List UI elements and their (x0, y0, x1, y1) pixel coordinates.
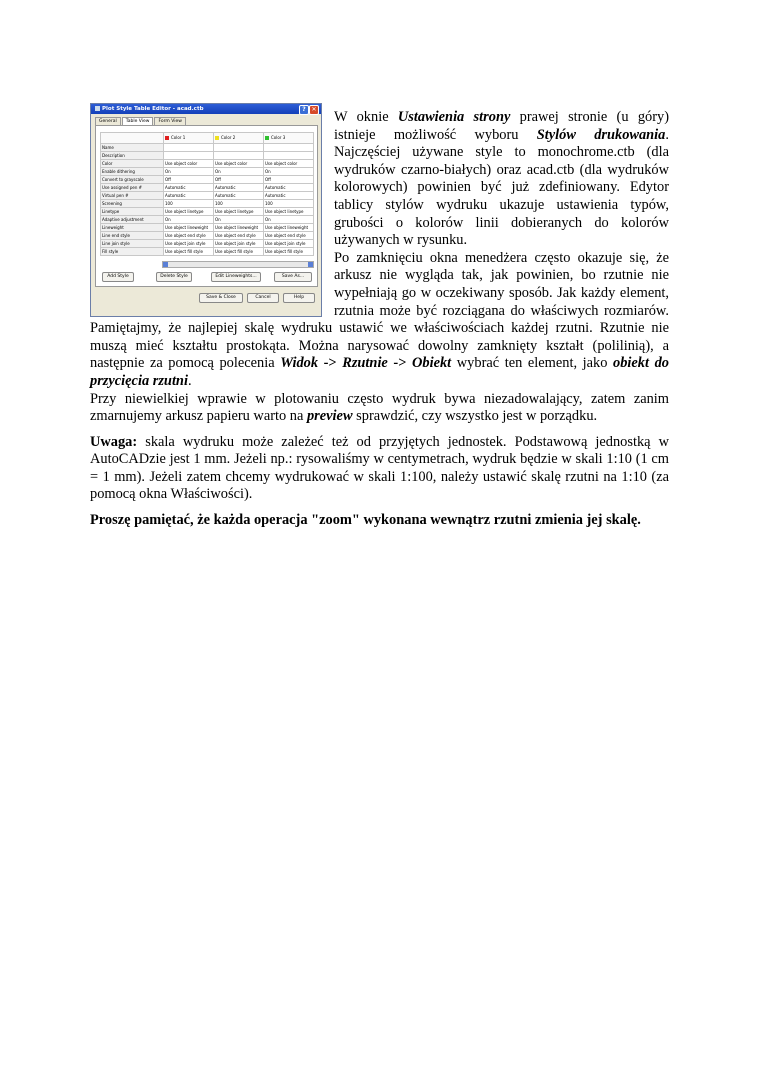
text-span: skala wydruku może zależeć też od przyjętych jednostek. Podstawową jednostką w AutoCADzie jest 1 mm. Jeżeli np.: rysowaliśmy w centymetrach, wydruk będzie w skali 1:10 (1 cm = 1 mm). Jeżeli zatem chcemy wydrukować w skali 1:100, należy ustawić skalę rzutni na 1:10 (za pomocą okna Właściwości). (90, 433, 669, 503)
text-span (307, 408, 353, 424)
header-corner (101, 133, 164, 144)
table-cell[interactable]: Automatic (214, 184, 264, 192)
table-row (101, 208, 314, 216)
table-cell[interactable]: Use object color (164, 160, 214, 168)
column-header[interactable] (164, 133, 214, 144)
text-run: Obiekt (412, 355, 452, 372)
table-cell[interactable]: Use object color (214, 160, 264, 168)
style-table (100, 132, 314, 256)
color-swatch-icon (215, 136, 219, 140)
delete-style-button[interactable]: Delete Style (156, 272, 192, 282)
table-cell[interactable]: 100 (164, 200, 214, 208)
table-cell[interactable]: Off (264, 176, 314, 184)
table-row (101, 192, 314, 200)
window-titlebar (91, 104, 321, 114)
table-cell[interactable]: Automatic (264, 192, 314, 200)
row-label: Adaptive adjustment (101, 216, 164, 224)
document-body (90, 106, 669, 530)
table-cell[interactable]: Use object lineweight (214, 224, 264, 232)
table-cell[interactable]: 100 (264, 200, 314, 208)
text-span (342, 355, 388, 371)
paragraph-zoom-warning (90, 512, 669, 530)
text-span (318, 355, 342, 371)
table-cell[interactable] (164, 152, 214, 160)
table-row (101, 216, 314, 224)
edit-lineweights-button[interactable]: Edit Lineweights... (211, 272, 261, 282)
text-span (280, 355, 318, 371)
app-icon (95, 106, 100, 111)
tab-table-view[interactable]: Table View (122, 117, 154, 125)
table-cell[interactable]: Use object end style (214, 232, 264, 240)
text-span: . Najczęściej używane style to monochrome.ctb (dla wydruków czarno-białych) oraz acad.ctb (dla wydruków kolorowych) powinien być już zdefiniowany. Edytor tablicy stylów wydruku ukazuje ustawienia typów, grubości o kolorów linii dobieranych do kolorów używanych w rysunku. (334, 126, 669, 249)
text-run: Ustawienia strony (397, 109, 511, 125)
table-cell[interactable]: Use object fill style (214, 248, 264, 256)
close-icon[interactable]: ✕ (309, 105, 319, 115)
text-span (90, 434, 137, 450)
table-cell[interactable]: Use object join style (214, 240, 264, 248)
horizontal-scrollbar[interactable] (162, 261, 314, 268)
window-title: Plot Style Table Editor - acad.ctb (102, 106, 204, 112)
row-label: Fill style (101, 248, 164, 256)
paragraph-note-units (90, 434, 669, 504)
table-cell[interactable]: Use object join style (264, 240, 314, 248)
table-cell[interactable] (214, 144, 264, 152)
table-cell[interactable]: Automatic (264, 184, 314, 192)
table-cell[interactable]: Use object fill style (164, 248, 214, 256)
text-run: preview (306, 408, 353, 425)
text-run: Widok (280, 355, 319, 372)
text-span: W oknie (334, 109, 398, 125)
table-cell[interactable]: On (164, 216, 214, 224)
text-span: prawej stronie (u góry) istnieje możliwość wyboru (334, 109, 669, 143)
text-run: -> (387, 355, 413, 372)
table-cell[interactable]: On (264, 168, 314, 176)
row-label: Linetype (101, 208, 164, 216)
table-cell[interactable]: Automatic (164, 184, 214, 192)
column-name: Color 3 (271, 135, 286, 140)
tab-general[interactable]: General (95, 117, 121, 125)
table-cell[interactable]: Off (214, 176, 264, 184)
text-run: -> (318, 355, 343, 372)
table-row (101, 144, 314, 152)
row-label: Lineweight (101, 224, 164, 232)
text-span: . (187, 372, 192, 389)
text-run: Uwaga: (90, 433, 138, 450)
row-label: Line end style (101, 232, 164, 240)
row-label: Use assigned pen # (101, 184, 164, 192)
table-cell[interactable]: Off (164, 176, 214, 184)
text-span: wybrać ten element, jako (451, 355, 614, 372)
table-cell[interactable]: Use object end style (264, 232, 314, 240)
column-name: Color 1 (171, 135, 186, 140)
color-swatch-icon (165, 136, 169, 140)
cancel-button[interactable]: Cancel (247, 293, 279, 303)
table-cell[interactable]: Use object color (264, 160, 314, 168)
column-header[interactable] (214, 133, 264, 144)
save-as-button[interactable]: Save As... (274, 272, 312, 282)
table-row (101, 248, 314, 256)
text-span (398, 109, 510, 125)
table-cell[interactable]: Use object lineweight (164, 224, 214, 232)
tab-form-view[interactable]: Form View (154, 117, 185, 125)
table-row (101, 224, 314, 232)
editor-tabs (95, 117, 187, 125)
text-span: Po zamknięciu okna menedżera często okazuje się, że arkusz nie wygląda tak, jak powinien, bo rzutnie nie wypełniają go w oczekiwany sposób. Jak każdy element, rzutnia może być rozciągana do właściwych rozmiarów. Pamiętajmy, że najlepiej skalę wydruku ustawić we właściwościach każdej rzutni. Rzutnie nie muszą mieć kształtu prostokąta. Można narysować dowolny zamknięty kształt (polilinią), a następnie za pomocą polecenia (90, 249, 669, 372)
paragraph-preview (90, 391, 669, 426)
scroll-right-icon[interactable] (308, 262, 313, 267)
table-cell[interactable]: Use object fill style (264, 248, 314, 256)
row-label: Virtual pen # (101, 192, 164, 200)
row-label: Screening (101, 200, 164, 208)
table-cell[interactable]: On (164, 168, 214, 176)
table-cell[interactable]: On (214, 168, 264, 176)
table-cell[interactable] (164, 144, 214, 152)
text-span (90, 512, 641, 528)
table-cell[interactable] (264, 152, 314, 160)
table-cell[interactable]: Automatic (164, 192, 214, 200)
row-label: Enable dithering (101, 168, 164, 176)
table-row (101, 160, 314, 168)
table-row (101, 232, 314, 240)
help-button[interactable]: Help (283, 293, 315, 303)
text-run: Rzutnie (342, 355, 388, 372)
table-cell[interactable]: Use object join style (164, 240, 214, 248)
text-run: obiekt do przycięcia rzutni (90, 355, 669, 389)
scroll-left-icon[interactable] (163, 262, 168, 267)
table-cell[interactable]: Use object lineweight (264, 224, 314, 232)
table-row (101, 200, 314, 208)
plot-style-editor-screenshot (90, 103, 322, 317)
table-cell[interactable]: Use object linetype (214, 208, 264, 216)
row-label: Color (101, 160, 164, 168)
text-span: sprawdzić, czy wszystko jest w porządku. (352, 408, 598, 425)
color-swatch-icon (265, 136, 269, 140)
table-cell[interactable]: Use object linetype (164, 208, 214, 216)
table-header-row (101, 133, 314, 144)
table-cell[interactable]: Automatic (214, 192, 264, 200)
help-icon[interactable]: ? (299, 105, 309, 115)
save-close-button[interactable]: Save & Close (199, 293, 243, 303)
table-row (101, 176, 314, 184)
row-label: Line join style (101, 240, 164, 248)
table-cell[interactable]: Use object end style (164, 232, 214, 240)
table-row (101, 152, 314, 160)
text-span (537, 127, 666, 143)
table-row (101, 168, 314, 176)
text-span (388, 355, 412, 371)
text-run: Proszę pamiętać, że każda operacja "zoom" wykonana wewnątrz rzutni zmienia jej skalę. (90, 512, 641, 529)
text-span (412, 355, 451, 371)
column-name: Color 2 (221, 135, 236, 140)
row-label: Description (101, 152, 164, 160)
table-cell[interactable]: On (214, 216, 264, 224)
table-cell[interactable]: Use object linetype (264, 208, 314, 216)
row-label: Name (101, 144, 164, 152)
text-span: Przy niewielkiej wprawie w plotowaniu często wydruk bywa niezadowalający, zatem zanim zmarnujemy arkusz papieru warto na (90, 390, 669, 425)
add-style-button[interactable]: Add Style (102, 272, 134, 282)
text-run: Stylów drukowania (536, 126, 666, 143)
table-row (101, 240, 314, 248)
table-row (101, 184, 314, 192)
table-cell[interactable]: On (264, 216, 314, 224)
row-label: Convert to grayscale (101, 176, 164, 184)
column-header[interactable] (264, 133, 314, 144)
table-cell[interactable] (214, 152, 264, 160)
table-cell[interactable]: 100 (214, 200, 264, 208)
table-cell[interactable] (264, 144, 314, 152)
table-view-panel (95, 125, 318, 287)
